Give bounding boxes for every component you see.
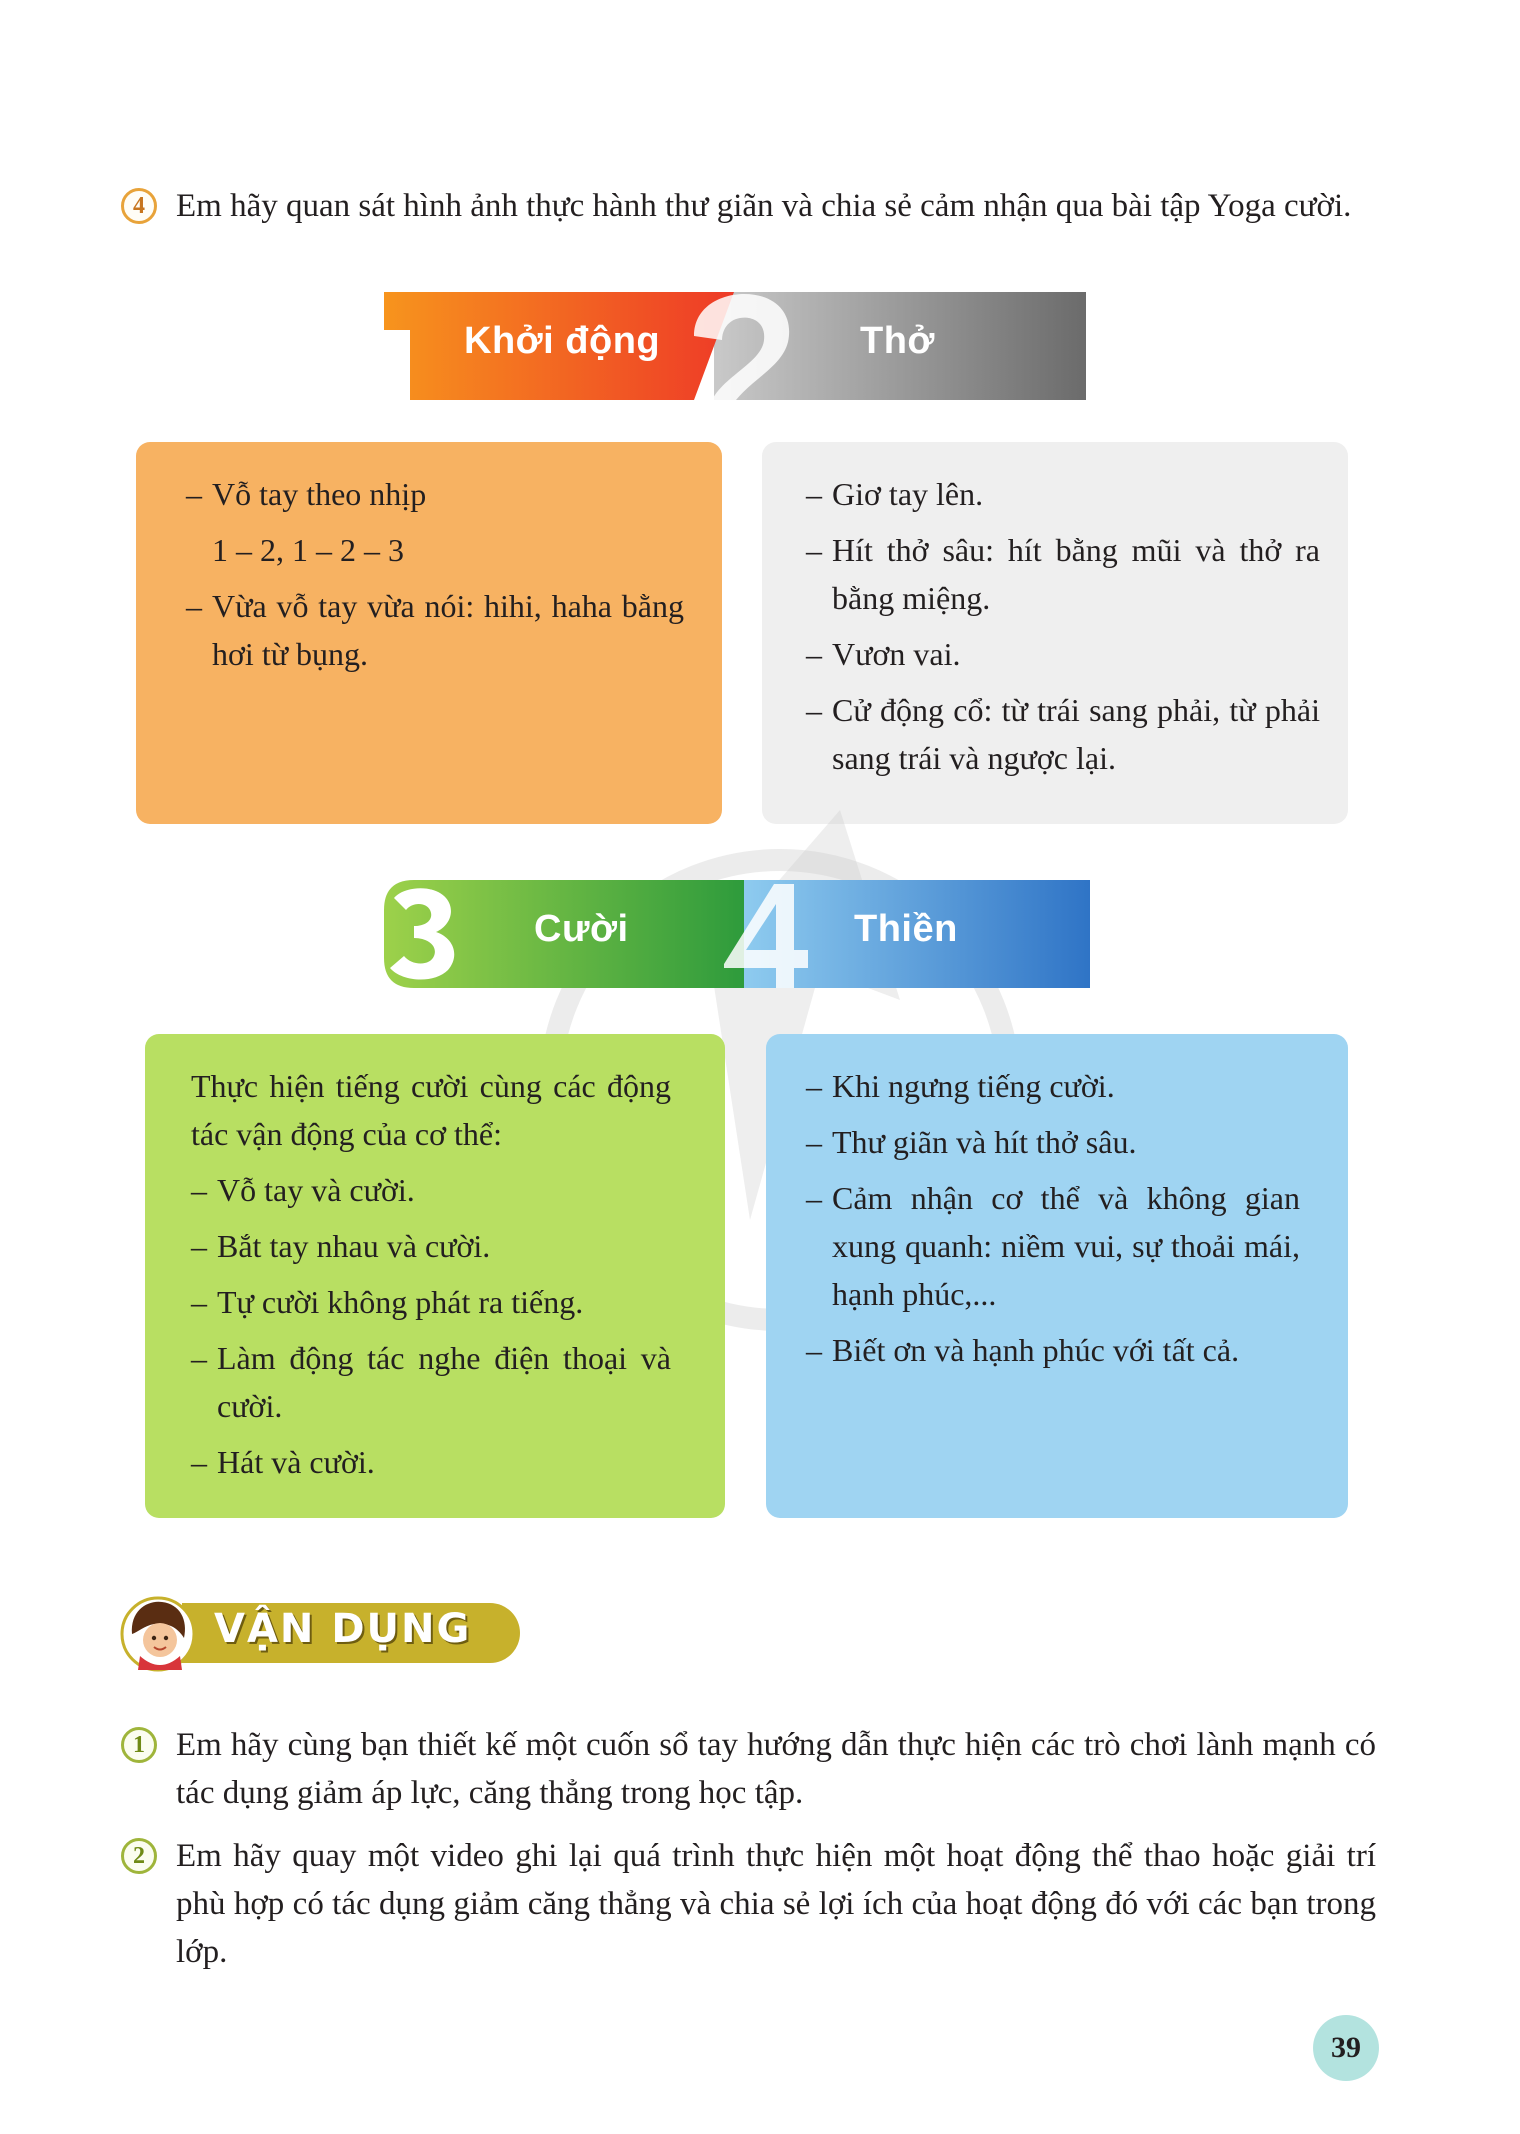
step-3-item: – Bắt tay nhau và cười. (191, 1228, 491, 1264)
step-4-item: – Thư giãn và hít thở sâu. (806, 1124, 1137, 1160)
step-2-item: – Cử động cổ: từ trái sang phải, từ phải sang trái và ngược lại. (806, 692, 1320, 776)
step-3-title: Cười (534, 908, 629, 950)
van-dung-title: VẬN DỤNG (214, 1606, 472, 1652)
step-2-item: – Vươn vai. (806, 636, 961, 672)
step-3-intro: Thực hiện tiếng cười cùng các động tác vận động của cơ thể: (191, 1068, 671, 1152)
task-1-number-badge (121, 1727, 157, 1763)
step-3-item: – Hát và cười. (191, 1444, 375, 1480)
card-step-3 (145, 1034, 725, 1518)
step-1-item: – Vỗ tay theo nhịp (186, 476, 427, 512)
page-number: 39 (1331, 2031, 1361, 2064)
banner-step-3-4 (384, 880, 1090, 988)
task-2-number-badge (121, 1838, 157, 1874)
task-2-text: Em hãy quay một video ghi lại quá trình thực hiện một hoạt động thể thao hoặc giải trí phù hợp có tác dụng giảm căng thẳng và chia sẻ lợi ích của hoạt động đó với các bạn trong lớp. (176, 1838, 1376, 1970)
task-2-number: 2 (133, 1842, 145, 1869)
banner-step-3-4-shape (384, 880, 1090, 988)
step-2-item: – Giơ tay lên. (806, 476, 984, 512)
step-2-title: Thở (860, 320, 935, 362)
question-text: Em hãy quan sát hình ảnh thực hành thư giãn và chia sẻ cảm nhận qua bài tập Yoga cười. (176, 188, 1352, 224)
task-1-text: Em hãy cùng bạn thiết kế một cuốn sổ tay hướng dẫn thực hiện các trò chơi lành mạnh có tác dụng giảm áp lực, căng thẳng trong học tập. (176, 1727, 1376, 1811)
step-4-item: – Cảm nhận cơ thể và không gian xung quanh: niềm vui, sự thoải mái, hạnh phúc,... (806, 1180, 1300, 1312)
question-number-badge (121, 188, 157, 224)
page-number-badge (1313, 2015, 1379, 2081)
student-mascot-icon (118, 1594, 198, 1674)
task-1-number: 1 (133, 1731, 145, 1758)
step-4-title: Thiền (854, 908, 958, 950)
question-number: 4 (133, 192, 145, 219)
card-step-2 (762, 442, 1348, 824)
card-step-1 (136, 442, 722, 824)
step-4-item: – Biết ơn và hạnh phúc với tất cả. (806, 1332, 1240, 1368)
card-step-4 (766, 1034, 1348, 1518)
step-1-rhythm: 1 – 2, 1 – 2 – 3 (212, 532, 404, 568)
step-2-item: – Hít thở sâu: hít bằng mũi và thở ra bằng miệng. (806, 532, 1320, 616)
step-4-item: – Khi ngưng tiếng cười. (806, 1068, 1115, 1104)
step-3-item: – Tự cười không phát ra tiếng. (191, 1284, 584, 1320)
step-3-item: – Vỗ tay và cười. (191, 1172, 415, 1208)
step-3-item: – Làm động tác nghe điện thoại và cười. (191, 1340, 671, 1424)
banner-step-1-2 (384, 292, 1086, 400)
step-1-title: Khởi động (464, 320, 661, 362)
step-1-item: – Vừa vỗ tay vừa nói: hihi, haha bằng hơi từ bụng. (186, 588, 684, 672)
